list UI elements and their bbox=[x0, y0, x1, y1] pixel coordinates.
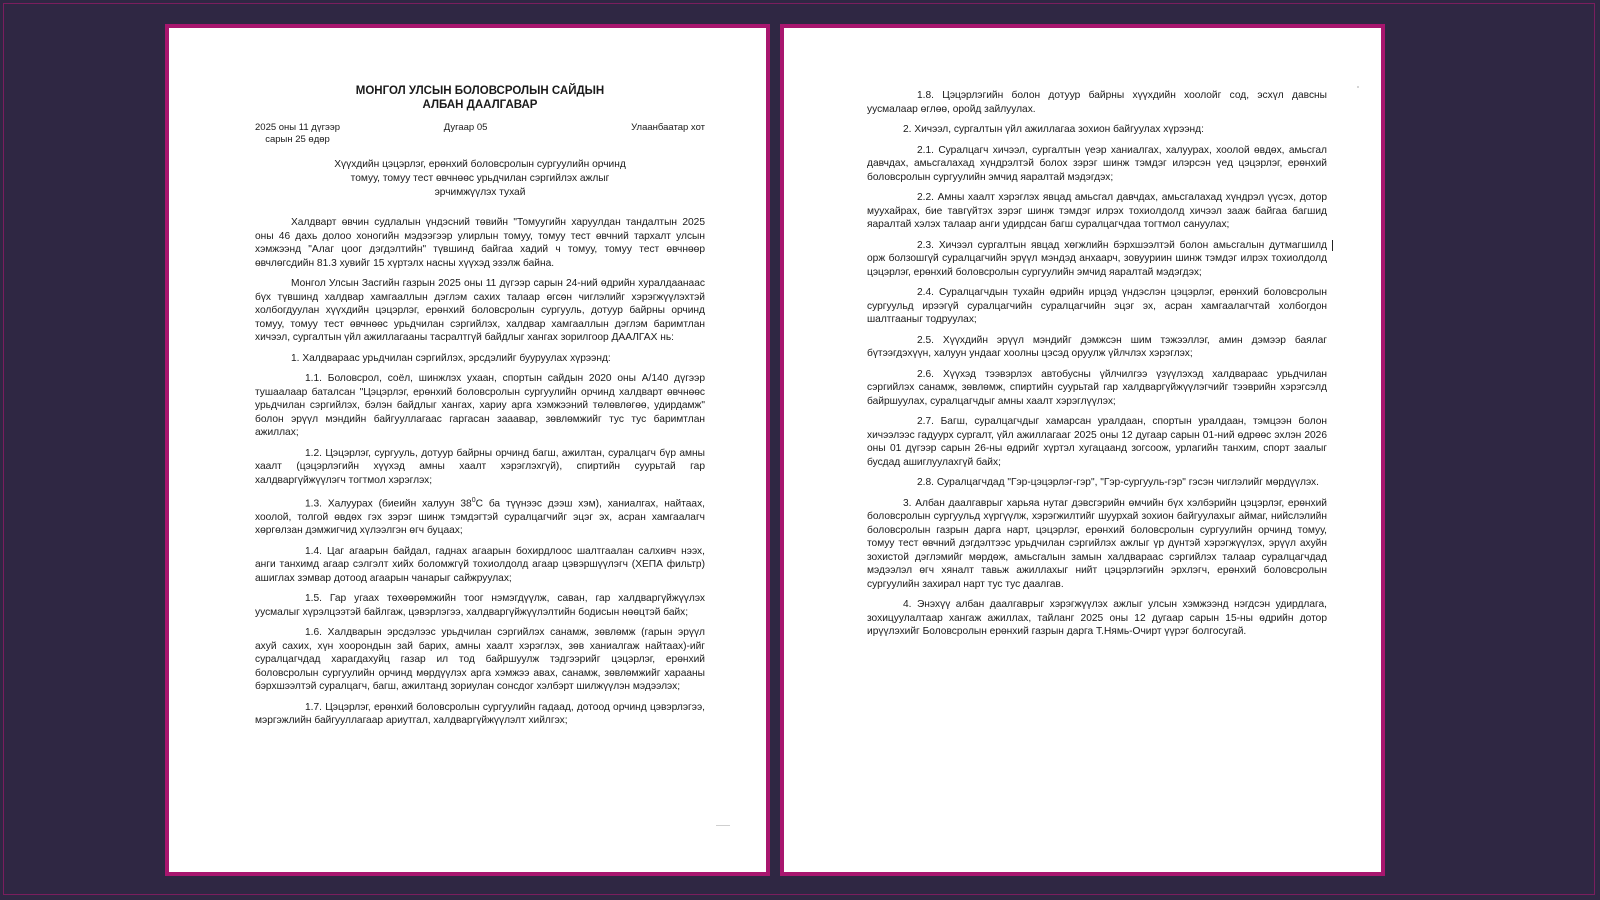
intro-paragraph-1: Халдварт өвчин судлалын үндэсний төвийн "Томуугийн харуулдан тандалтын 2025 оны 46 дахь долоо хоногийн мэдээгээр улирлын томуу, томуу тест өвчний тархалт улсын хэмжээнд "Алаг цоог дэгдэлтийн" түвшинд байгаа хадий ч томуу, томуу тест өвчнөөр өвчлөгсдийн 81.3 хувийг 15 хүртэлх насны хүүхэд эзэлж байна. bbox=[255, 217, 705, 269]
clause-1-3-part-b: С ба түүнээс дээш хэм), ханиалгах, найтаах, хоолой, толгой өвдөх гэх зэрэг шинж тэмдэгтэй суралцагчийг эцэг эх, асран хамгаалагч хөргөлзан дэмжигчид хүлээлгэн өгч буцаах; bbox=[255, 498, 706, 537]
clause-2-3: 2.3. Хичээл сургалтын явцад хөгжлийн бэрхшээлтэй болон амьсгалын дутмагшилд орж болзошгүй суралцагчийн эрүүл мэндэд анхаарч, зовууриин шинж тэмдэг илрэх тохиолдолд цэцэрлэг, ерөнхий боловсролын сургуулийн эмчид яаралтай мэдэгдэх; bbox=[867, 239, 1327, 278]
document-page-1 bbox=[165, 24, 770, 876]
document-subject: Хүүхдийн цэцэрлэг, ерөнхий боловсролын сургуулийн орчинд томуу, томуу тест өвчнөөс урьдчилан сэргийлэх ажлыг эрчимжүүлэх тухай bbox=[334, 159, 626, 198]
clause-1-3 bbox=[255, 494, 705, 538]
text-cursor bbox=[1332, 240, 1333, 251]
page-1-content bbox=[255, 84, 705, 735]
clause-1-5: 1.5. Гар угаах төхөөрөмжийн тоог нэмэгдүүлж, саван, гар халдваргүйжүүлэх уусмалыг хүрэлцээтэй байлгаж, цэвэрлэгээ, халдваргүйжүүлэлтийн бодисын нөөцтэй байх; bbox=[255, 593, 705, 618]
clause-3: 3. Албан даалгаврыг харьяа нутаг дэвсгэрийн өмчийн бүх хэлбэрийн цэцэрлэг, ерөнхий боловсролын сургуульд хүргүүлж, хэрэгжилтийг шуурхай зохион байгуулахыг аймаг, нийслэлийн боловсролын газрын дарга нарт, цэцэрлэг, ерөнхий боловсролын сургуулийн орчинд томуу, томуу тест өвчний дэгдэлтээс урьдчилан сэргийлэх ажлыг үр дүнтэй хэрэгжүүлэх, эрүүл ахуйн зохистой дэглэмийг мөрдөж, амьсгалын замын халдвараас сэргийлэх талаар суралцагчдад мэдээлэл өгч хяналт тавьж ажиллахыг нийт цэцэрлэгийн эрхлэгч, ерөнхий боловсролын сургуулийн захирал нарт тус тус даалгав. bbox=[867, 497, 1327, 590]
page-2-content bbox=[867, 89, 1327, 646]
clause-1-7: 1.7. Цэцэрлэг, ерөнхий боловсролын сургуулийн гадаад, дотоод орчинд цэвэрлэгээ, мэргэжлийн байгууллагаар ариутгал, халдваргүйжүүлэлт хийлгэх; bbox=[255, 701, 705, 727]
clause-2-8: 2.8. Суралцагчдад "Гэр-цэцэрлэг-гэр", "Гэр-сургууль-гэр" гэсэн чиглэлийг мөрдүүлэх. bbox=[917, 477, 1319, 488]
intro-paragraph-2: Монгол Улсын Засгийн газрын 2025 оны 11 дүгээр сарын 24-ний өдрийн хуралдаанаас бүх түвшинд халдвар хамгааллын дэглэм сахих талаар өгсөн чиглэлийг хэрэгжүүлэхтэй холбогдуулан хүүхдийн цэцэрлэг, ерөнхий боловсролын сургууль, дотуур байрны орчинд томуу, томуу тест өвчнөөс урьдчилан сэргийлэх, халдвар хамгааллын дэглэм баримтлан хичээл, сургалтын үйл ажиллагааны тасралтгүй байдлыг хангах зорилгоор ДААЛГАХ нь: bbox=[255, 278, 705, 343]
clause-2-2: 2.2. Амны хаалт хэрэглэх явцад амьсгал давчдах, амьсгалахад хүндрэл үүсэх, дотор муухайрах, бие тавгүйтэх зэрэг шинж тэмдэг илрэх тохиолдолд хичээл зааж байгаа багшид яаралтай хэлэх талаар анги удирдсан багш суралцагчдаа тогтмол сануулах; bbox=[867, 192, 1327, 230]
clause-1-3-part-a: 1.3. Халуурах (биеийн халуун 38 bbox=[305, 498, 472, 510]
section-1-heading: 1. Халдвараас урьдчилан сэргийлэх, эрсдэлийг бууруулах хүрээнд: bbox=[291, 352, 611, 364]
clause-1-6: 1.6. Халдварын эрсдэлээс урьдчилан сэргийлэх санамж, зөвлөмж (гарын эрүүл ахуй сахих, хүн хоорондын зай барих, амны хаалт хэрэглэх, зөв ханиалгаж найтаах)-ийг суралцагчдад харагдахуйц газар ил тод байршуулж тэдгээрийг цэцэрлэг, ерөнхий боловсролын сургуулийн орчинд мөрдүүлэх арга хэмжээ авах, санамж, зөвлөмжийг харааны бэрхшээлтэй суралцагч, багш, ажилтанд зориулан сонсдог хэлбэрт шилжүүлэн мэдээлэх; bbox=[255, 627, 705, 693]
clause-2-6: 2.6. Хүүхэд тээвэрлэх автобусны үйлчилгээ үзүүлэхэд халдвараас урьдчилан сэргийлэх санамж, зөвлөмж, спиртийн суурьтай гар халдваргүйжүүлэгчийг тээврийн хэрэгсэлд байршуулах, суралцагчдыг амны хаалт хэрэглүүлэх; bbox=[867, 368, 1327, 407]
date-line-2: сарын 25 өдөр bbox=[265, 134, 330, 145]
clause-4: 4. Энэхүү албан даалгаврыг хэрэгжүүлэх ажлыг улсын хэмжээнд нэгдсэн удирдлага, зохицуулалтаар хангаж ажиллах, тайланг 2025 оны 12 дугаар сарын 15-ны өдрийн дотор ирүүлэхийг Боловсролын ерөнхий газрын дарга Т.Нямь-Очирт үүрэг болгосугай. bbox=[867, 599, 1327, 637]
degree-superscript: 0 bbox=[471, 497, 476, 504]
clause-2-7: 2.7. Багш, суралцагчдыг хамарсан уралдаан, спортын уралдаан, тэмцээн болон хичээлээс гадуурх сургалт, үйл ажиллагааг 2025 оны 12 дугаар сарын 01-ний өдрөөс эхлэн 2026 оны 01 дүгээр сарын 26-ны өдрийг хүртэл хугацаанд зогсоож, урлагийн танхим, спорт заалыг бусдад ашиглуулахгүй байх; bbox=[867, 416, 1327, 468]
title-line-2: АЛБАН ДААЛГАВАР bbox=[422, 99, 538, 111]
page-footer-mark bbox=[716, 825, 730, 826]
document-meta bbox=[255, 122, 705, 146]
clause-2-1: 2.1. Суралцагч хичээл, сургалтын үеэр ханиалгах, халуурах, хоолой өвдөх, амьсгал давчдах, амьсгалахад хүндрэлтэй болох зэрэг шинж тэмдэг илэрсэн үед цэцэрлэг, ерөнхий боловсролын сургуулийн эмчид яаралтай мэдэгдэх; bbox=[867, 144, 1327, 183]
title-line-1: МОНГОЛ УЛСЫН БОЛОВСРОЛЫН САЙДЫН bbox=[355, 85, 605, 97]
document-title bbox=[255, 84, 705, 112]
document-date bbox=[255, 122, 340, 146]
clause-1-1: 1.1. Боловсрол, соёл, шинжлэх ухаан, спортын сайдын 2020 оны А/140 дүгээр тушаалаар баталсан "Цэцэрлэг, ерөнхий боловсролын сургуулийн орчинд халдварт өвчнөөс урьдчилан сэргийлэх, бэлэн байдлыг хангах, хариу арга хэмжээний төлөвлөгөө, удирдамж" болон эрүүл мэндийн байгууллагаас гаргасан зааавар, зөвлөмжийг тус тус баримтлан ажиллах; bbox=[255, 373, 705, 438]
section-2-heading: 2. Хичээл, сургалтын үйл ажиллагаа зохион байгуулах хүрээнд: bbox=[903, 124, 1204, 135]
clause-2-5: 2.5. Хүүхдийн эрүүл мэндийг дэмжсэн шим тэжээллэг, амин дэмээр баялаг бүтээгдэхүүн, халуун ундааг хоолны цэсэд оруулж үйлчлэх хэрэглэх; bbox=[867, 334, 1327, 359]
clause-1-4: 1.4. Цаг агаарын байдал, гаднах агаарын бохирдлоос шалтгаалан салхивч нээх, анги танхимд агаар сэлгэлт хийх боломжгүй тохиолдолд агаар цэвэршүүлэгч (ХЕПА фильтр) ашиглах зэмвар дотоод агаарын чанарыг сайжруулах; bbox=[255, 545, 705, 584]
clause-2-4: 2.4. Суралцагчдын тухайн өдрийн ирцэд үндэслэн цэцэрлэг, ерөнхий боловсролын сургуульд ирээгүй суралцагчийн суралцагчийн эцэг эх, асран хамгаалагчтай холбогдон шалтгааныг тодруулах; bbox=[867, 287, 1327, 325]
document-place: Улаанбаатар хот bbox=[631, 122, 705, 133]
date-line-1: 2025 оны 11 дүгээр bbox=[255, 122, 341, 133]
document-number: Дугаар 05 bbox=[443, 122, 488, 133]
document-page-2 bbox=[780, 24, 1385, 876]
clause-1-8: 1.8. Цэцэрлэгийн болон дотуур байрны хүүхдийн хоолойг сод, эсхүл давсны уусмалаар өглөө, оройд зайлуулах. bbox=[867, 90, 1327, 115]
page-speck bbox=[1357, 86, 1359, 88]
clause-1-2: 1.2. Цэцэрлэг, сургууль, дотуур байрны орчинд багш, ажилтан, суралцагч бүр амны хаалт (цэцэрлэгийн хүүхэд амны хаалт хэрэглэхгүй), спиртийн суурьтай гар халдваргүйжүүлэгч тогтмол хэрэглэх; bbox=[255, 447, 705, 486]
clause-2-3-wrap bbox=[867, 239, 1327, 280]
